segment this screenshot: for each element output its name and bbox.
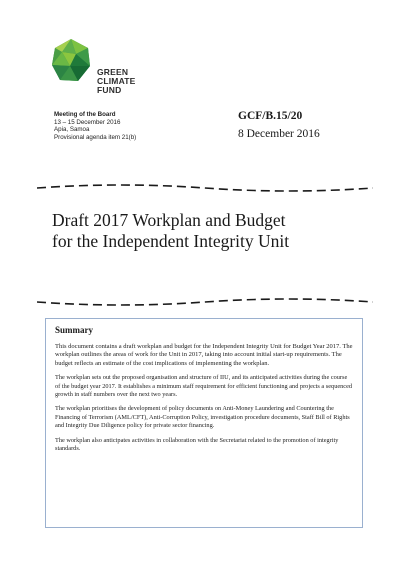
logo-line-green: GREEN [97,67,129,77]
title-line-1: Draft 2017 Workplan and Budget [52,210,286,230]
gcf-logo [50,38,170,98]
document-date: 8 December 2016 [238,128,320,140]
gcf-globe-icon [50,38,92,84]
logo-line-climate: CLIMATE [97,76,136,86]
meeting-dates: 13 – 15 December 2016 [54,118,121,126]
summary-paragraph-1: This document contains a draft workplan and budget for the Independent Integrity Unit for Budget Year 2017. The workplan outlines the areas of work for the Unit in 2017, taking into account initial start-up requirements. The budget reflects an estimate of the cost implications of implementing the workplan. [55,343,353,367]
summary-box [45,318,363,528]
summary-paragraph-4: The workplan also anticipates activities in collaboration with the Secretariat related to the promotion of integrity standards. [55,436,339,453]
summary-paragraph-2: The workplan sets out the proposed organisation and structure of IIU, and its anticipated activities during the course of the budget year 2017. It establishes a minimum staff requirement for efficient functioning and projects a sequenced growth in staff numbers over the next two years. [55,374,353,399]
logo-line-fund: FUND [97,85,122,95]
summary-paragraph-3: The workplan prioritises the development of policy documents on Anti-Money Laundering and Countering the Financing of Terrorism (AML/CFT), Anti-Corruption Policy, investigation procedure documents, Staff Bill of Rights and Integrity Due Diligence policy for private sector financing. [55,405,350,430]
logo-wordmark [97,68,136,95]
document-symbol: GCF/B.15/20 [238,110,303,122]
title-line-2: for the Independent Integrity Unit [52,231,290,251]
summary-heading: Summary [55,325,93,335]
agenda-item: Provisional agenda item 21(b) [54,133,137,141]
meeting-info [54,111,136,141]
top-wave-rule [37,180,373,196]
document-info [238,110,320,140]
meeting-location: Apia, Samoa [54,126,90,134]
bottom-wave-rule [37,294,373,310]
meeting-title: Meeting of the Board [54,111,116,118]
page-title [52,210,382,252]
